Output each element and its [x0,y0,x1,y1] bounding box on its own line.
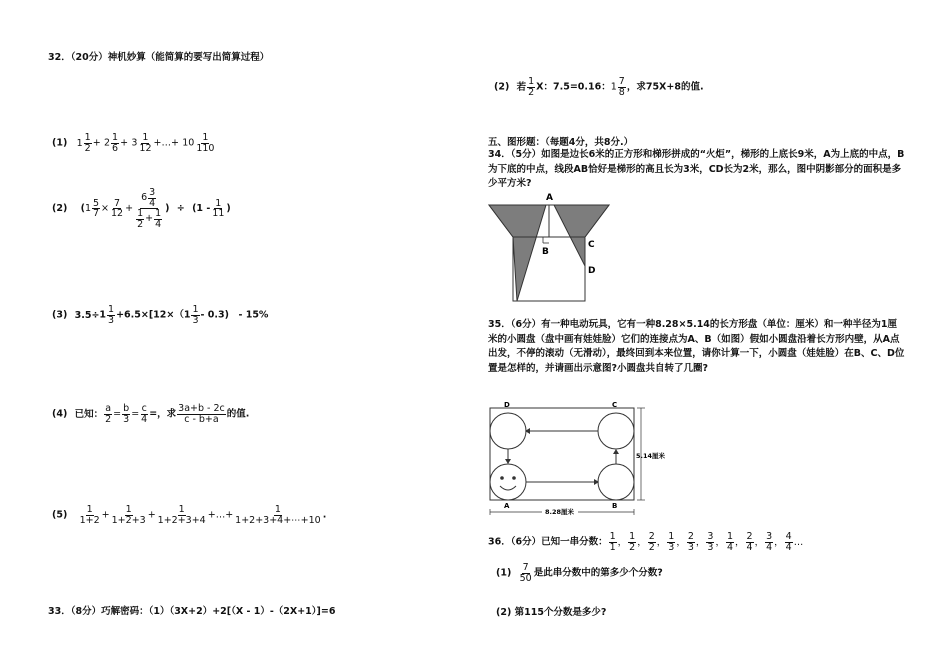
label-A: A [546,193,553,203]
sequence-fraction: $\frac{4}{4}$ [785,531,792,553]
q32-part2: (2) (1 $\frac{5}{7}$ × $\frac{7}{12}$ + 6 $\frac{3}{4}$ $\frac{1}{2}$ + $\frac{1}{4}$ ) ÷ (1 - $\frac{1}{11}$ ) [52,187,231,230]
q36-part2: (2) 第115个分数是多少? [496,607,607,618]
q32-part1: (1) 1 $\frac{1}{2}$ + 2 $\frac{1}{6}$ + 3 $\frac{1}{12}$ +…+ 10 $\frac{1}{110}$ [52,132,215,154]
part-label: (5) [52,509,68,521]
svg-text:B: B [612,502,618,510]
sequence-fraction: $\frac{2}{2}$ [648,531,655,553]
svg-text:D: D [504,401,510,409]
svg-text:A: A [504,502,510,510]
label-B: B [542,247,549,257]
disc-B [598,464,634,500]
q33-text: 33．（8分）巧解密码：（1）（3X+2）+2[（X - 1）-（2X+1）]=6 [48,606,336,617]
svg-text:C: C [612,401,618,409]
torch-figure [484,191,614,303]
sequence-fraction: $\frac{2}{4}$ [746,531,753,553]
section5-heading: 五、图形题：（每题4分，共8分.） [488,137,634,148]
tray-figure [484,400,676,520]
q34-text: 34．（5分）如图是边长6米的正方形和梯形拼成的“火炬”，梯形的上底长9米，A为上底的中点，B为下底的中点，线段AB恰好是梯形的高且长为3米，CD长为2米，那么，图中阴影部分的面积是多少平方米? [488,149,905,189]
q32-part4: (4) 已知： $\frac{a}{2}$ = $\frac{b}{3}$ = $\frac{c}{4}$ =，求 $\frac{3a+b - 2c}{c - b+a}$ 的值. [52,403,250,425]
part-label: (2) [52,203,68,214]
disc-A-face [490,464,526,500]
q36-part1: (1) $\frac{7}{50}$ 是此串分数中的第多少个分数? [496,562,663,584]
sequence-fraction: $\frac{1}{3}$ [668,531,675,553]
svg-text:5.14厘米: 5.14厘米 [636,452,666,460]
sequence-fraction: $\frac{3}{3}$ [707,531,714,553]
q36-heading: 36．（6分）已知一串分数： $\frac{1}{1}$ ， $\frac{1}{2}$ ， $\frac{2}{2}$ ， $\frac{1}{3}$ ， $\frac{2}{3}$ ， $\frac{3}{3}$ ， $\frac{1}{4}$ ， $\frac{2}{4}$ ， $\frac{3}{4}$ ， $\frac{4}{4}$ … [488,531,804,553]
fraction-sequence: $\frac{1}{1}$ ， $\frac{1}{2}$ ， $\frac{2}{2}$ ， $\frac{1}{3}$ ， $\frac{2}{3}$ ， $\frac{3}{3}$ ， $\frac{1}{4}$ ， $\frac{2}{4}$ ， $\frac{3}{4}$ ， $\frac{4}{4}$ … [609,531,804,553]
q32-heading: 32．（20分）神机妙算（能简算的要写出简算过程） [48,52,270,63]
sequence-fraction: $\frac{3}{4}$ [766,531,773,553]
sequence-fraction: $\frac{2}{3}$ [687,531,694,553]
part-label: (1) [52,137,68,149]
q35-text: 35．（6分）有一种电动玩具，它有一种8.28×5.14的长方形盘（单位：厘米）和一种半径为1厘米的小圆盘（盘中画有娃娃脸）它们的连接点为A、B（如图）假如小圆盘沿着长方形内壁，从A点出发，不停的滚动（无滑动），最终回到本来位置，请你计算一下，小圆盘（娃娃脸）在B、C、D位置是怎样的，并请画出示意图?小圆盘共自转了几圈? [488,319,905,374]
label-C: C [588,240,595,250]
part-label: (4) [52,408,68,420]
sequence-fraction: $\frac{1}{4}$ [726,531,734,553]
label-D: D [588,266,596,276]
svg-text:8.28厘米: 8.28厘米 [545,508,575,516]
sequence-fraction: $\frac{1}{1}$ [609,531,616,553]
q32-part3: (3) 3.5÷1 $\frac{1}{3}$ +6.5×[12×（1 $\frac{1}{3}$ - 0.3) - 15% [52,304,269,326]
q32-part-ratio: (2) 若 $\frac{1}{2}$ X：7.5=0.16：1 $\frac{7}{8}$ ，求75X+8的值. [494,76,704,98]
sequence-fraction: $\frac{1}{2}$ [629,531,636,553]
disc-D [490,413,526,449]
part-label: (3) [52,309,68,321]
disc-C [598,413,634,449]
q32-part5: (5) $\frac{1}{1+2}$ + $\frac{1}{1+2+3}$ + $\frac{1}{1+2+3+4}$ +…+ $\frac{1}{1+2+3+4+\cdots+10}$ . [52,504,327,526]
